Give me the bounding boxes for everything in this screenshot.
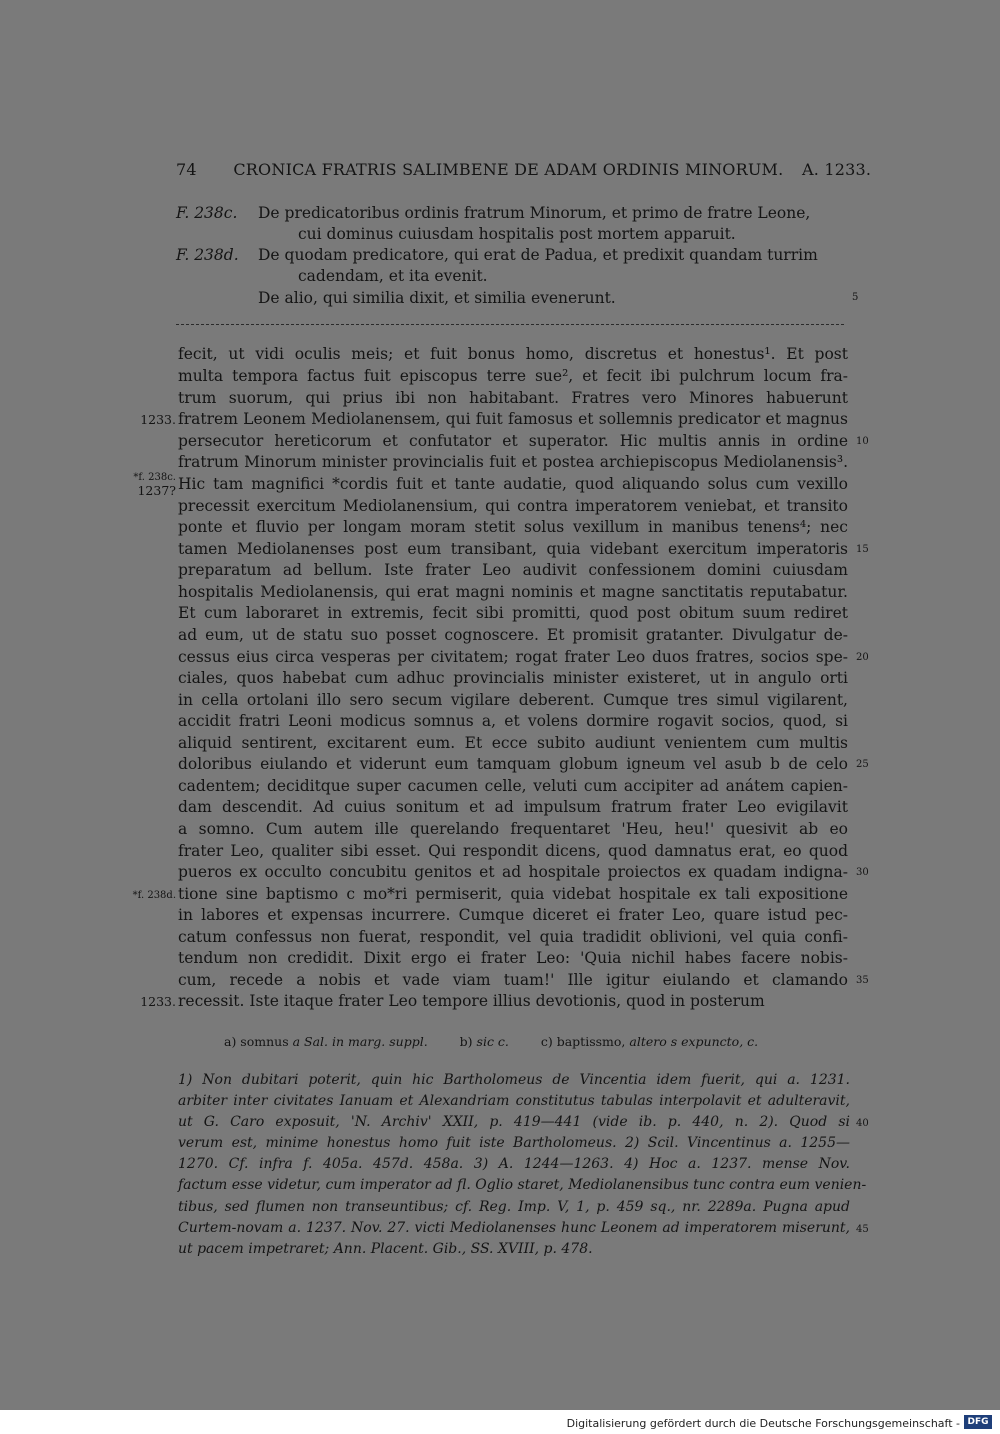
body-line: Et cum laboraret in extremis, fecit sibi promitti, quod post obitum suum rediret <box>178 604 848 622</box>
body-line: tamen Mediolanenses post eum transibant, quia videbant exercitum imperatoris <box>178 540 848 558</box>
toc-ref: F. 238d. <box>176 246 239 264</box>
body-line: precessit exercitum Mediolanensium, qui contra imperatorem veniebat, et transito <box>178 497 848 515</box>
body-line: ponte et fluvio per longam moram stetit solus vexillum in manibus tenens⁴; nec <box>178 518 848 536</box>
footnote-line: ut G. Caro exposuit, 'N. Archiv' XXII, p. 419—441 (vide ib. p. 440, n. 2). Quod si <box>178 1114 850 1130</box>
body-line: persecutor hereticorum et confutator et superator. Hic multis annis in ordine <box>178 432 848 450</box>
body-line: catum confessus non fuerat, respondit, vel quia tradidit oblivioni, vel quia confi- <box>178 928 848 946</box>
margin-note-year: 1233. <box>140 412 176 427</box>
body-line: ciales, quos habebat cum adhuc provincialis minister existeret, ut in angulo orti <box>178 669 848 687</box>
line-number: 10 <box>856 436 869 447</box>
body-line: pueros ex occulto concubitu genitos et ad hospitale proiectos ex quadam indigna- <box>178 863 848 881</box>
body-line: frater Leo, qualiter sibi esset. Qui respondit dicens, quod damnatus erat, eo quod <box>178 842 848 860</box>
apparatus-b-note: sic c. <box>476 1034 509 1049</box>
body-line: preparatum ad bellum. Iste frater Leo audivit confessionem domini cuiusdam <box>178 561 848 579</box>
funding-notice: Digitalisierung gefördert durch die Deutsche Forschungsgemeinschaft - <box>566 1417 960 1430</box>
margin-note-folio: *f. 238d. <box>132 890 176 901</box>
body-line: recessit. Iste itaque frater Leo tempore illius devotionis, quod in posterum <box>178 992 765 1010</box>
section-divider <box>176 324 844 325</box>
line-number: 15 <box>856 544 869 555</box>
running-title: CRONICA FRATRIS SALIMBENE DE ADAM ORDINIS MINORUM. <box>233 160 784 179</box>
body-line: doloribus eiulando et viderunt eum tamquam globum igneum vel asub b de celo <box>178 755 848 773</box>
apparatus-c: c) baptissmo, <box>540 1034 626 1049</box>
line-number: 45 <box>856 1224 869 1235</box>
toc-entry: cadendam, et ita evenit. <box>298 267 488 285</box>
page-number: 74 <box>176 160 197 179</box>
apparatus-a-note: a Sal. in marg. suppl. <box>292 1034 428 1049</box>
digitization-footer <box>0 1410 1000 1434</box>
line-number: 35 <box>856 975 869 986</box>
footnote-line: ut pacem impetraret; Ann. Placent. Gib., SS. XVIII, p. 478. <box>178 1241 593 1257</box>
line-number: 20 <box>856 652 869 663</box>
body-line: aliquid sentirent, excitarent eum. Et ecce subito audiunt venientem cum multis <box>178 734 848 752</box>
body-line: fratrem Leonem Mediolanensem, qui fuit famosus et sollemnis predicator et magnus <box>178 410 848 428</box>
toc-entry: De alio, qui similia dixit, et similia evenerunt. <box>258 289 616 307</box>
line-number: 40 <box>856 1118 869 1129</box>
dfg-logo: DFG <box>964 1415 992 1429</box>
toc-entry: cui dominus cuiusdam hospitalis post mortem apparuit. <box>298 225 736 243</box>
body-line: fecit, ut vidi oculis meis; et fuit bonus homo, discretus et honestus¹. Et post <box>178 345 848 363</box>
body-line: dam descendit. Ad cuius sonitum et ad impulsum fratrum frater Leo evigilavit <box>178 798 848 816</box>
body-line: tione sine baptismo c mo*ri permiserit, quia videbat hospitale ex tali expositione <box>178 885 848 903</box>
body-line: fratrum Minorum minister provincialis fuit et postea archiepiscopus Mediolanensis³. <box>178 453 848 471</box>
margin-note-folio: *f. 238c. <box>133 472 176 483</box>
apparatus-a: a) somnus <box>224 1034 289 1049</box>
toc-entry: De quodam predicatore, qui erat de Padua, et predixit quandam turrim <box>258 246 818 264</box>
body-line: a somno. Cum autem ille querelando frequentaret 'Heu, heu!' quesivit ab eo <box>178 820 848 838</box>
line-number: 25 <box>856 759 869 770</box>
body-line: hospitalis Mediolanensis, qui erat magni nominis et magne sanctitatis reputabatur. <box>178 583 848 601</box>
apparatus-b: b) <box>459 1034 473 1049</box>
body-line: cum, recede a nobis et vade viam tuam!' Ille igitur eiulando et clamando <box>178 971 848 989</box>
body-line: tendum non credidit. Dixit ergo ei frater Leo: 'Quia nichil habes facere nobis- <box>178 949 848 967</box>
margin-note-year: 1237? <box>137 483 176 498</box>
body-line: multa tempora factus fuit episcopus terre sue², et fecit ibi pulchrum locum fra- <box>178 367 848 385</box>
body-line: in labores et expensas incurrere. Cumque diceret ei frater Leo, quare istud pec- <box>178 906 848 924</box>
body-line: accidit fratri Leoni modicus somnus a, et volens dormire rogavit socios, quod, si <box>178 712 848 730</box>
body-line: in cella ortolani illo sero secum vigilare deberent. Cumque tres simul vigilarent, <box>178 691 848 709</box>
footnote-line: Curtem-novam a. 1237. Nov. 27. victi Mediolanenses hunc Leonem ad imperatorem miserunt, <box>178 1220 850 1236</box>
footnote-line: 1) Non dubitari poterit, quin hic Bartholomeus de Vincentia idem fuerit, qui a. 1231. <box>178 1072 850 1088</box>
body-line: trum suorum, qui prius ibi non habitabant. Fratres vero Minores habuerunt <box>178 389 848 407</box>
body-line: cadentem; deciditque super cacumen celle, veluti cum accipiter ad anátem capien- <box>178 777 848 795</box>
footnote-line: arbiter inter civitates Ianuam et Alexandriam constitutus tabulas interpolavit et adulteravit, <box>178 1093 850 1109</box>
footnote-line: factum esse videtur, cum imperator ad fl. Oglio staret, Mediolanensibus tunc contra eum venien- <box>178 1177 867 1193</box>
toc-entry: De predicatoribus ordinis fratrum Minorum, et primo de fratre Leone, <box>258 204 811 222</box>
critical-apparatus <box>224 1034 758 1049</box>
running-header <box>176 160 871 179</box>
running-year: A. 1233. <box>802 160 872 179</box>
toc-ref: F. 238c. <box>176 204 238 222</box>
body-line: Hic tam magnifici *cordis fuit et tante audatie, quod aliquando solus cum vexillo <box>178 475 848 493</box>
margin-note-year: 1233. <box>140 994 176 1009</box>
line-number: 5 <box>852 292 859 303</box>
body-line: ad eum, ut de statu suo posset cognoscere. Et promisit gratanter. Divulgatur de- <box>178 626 848 644</box>
footnote-line: verum est, minime honestus homo fuit iste Bartholomeus. 2) Scil. Vincentinus a. 1255— <box>178 1135 850 1151</box>
line-number: 30 <box>856 867 869 878</box>
footnote-line: 1270. Cf. infra f. 405a. 457d. 458a. 3) A. 1244—1263. 4) Hoc a. 1237. mense Nov. <box>178 1156 850 1172</box>
footnote-line: tibus, sed flumen non transeuntibus; cf. Reg. Imp. V, 1, p. 459 sq., nr. 2289a. Pugna apud <box>178 1199 850 1215</box>
apparatus-c-note: altero s expuncto, c. <box>629 1034 759 1049</box>
body-line: cessus eius circa vesperas per civitatem; rogat frater Leo duos fratres, socios spe- <box>178 648 848 666</box>
